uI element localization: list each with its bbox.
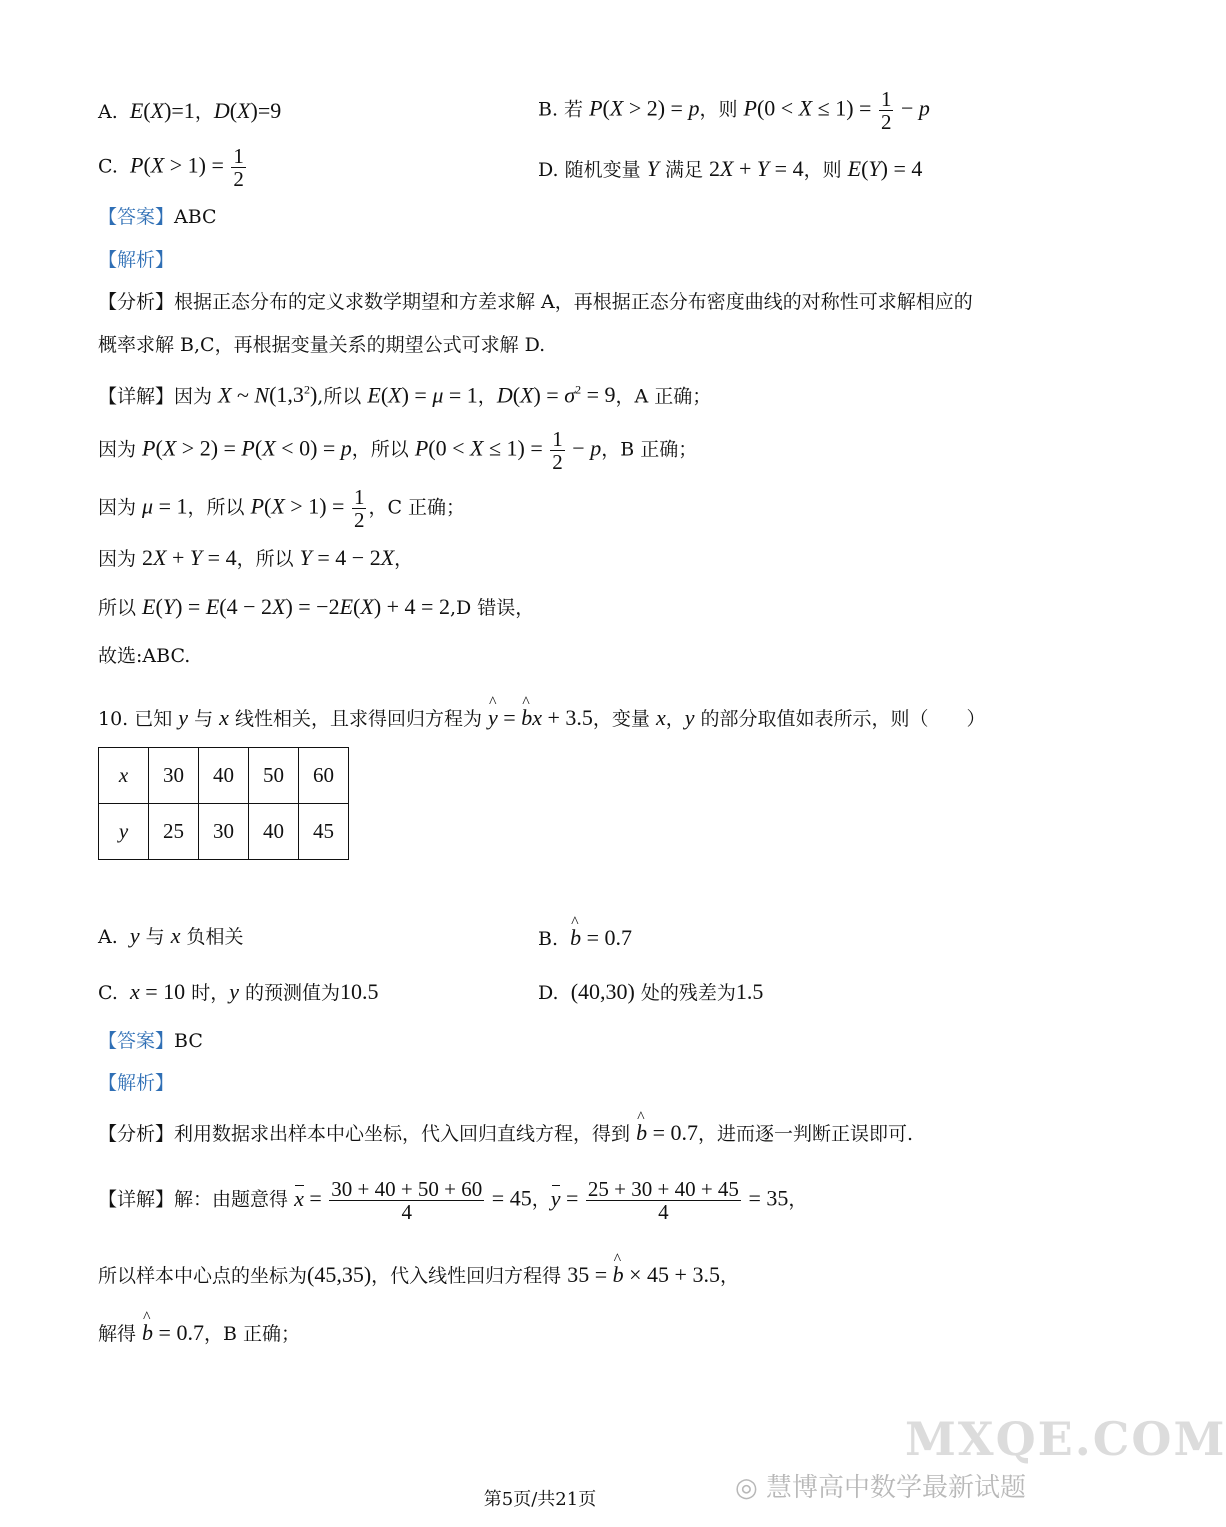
q9-detail-3: 因为 μ = 1，所以 P(X > 1) = $\frac{1}{2}$ ，C 正确；	[98, 485, 466, 533]
page-number: 第5页/共21页	[483, 1489, 597, 1510]
q10-option-c: C. x = 10 时，y 的预测值为10.5	[98, 979, 379, 1004]
q9-detail-2: 因为 P(X > 2) = P(X < 0) = p，所以 P(0 < X ≤ 1) = $\frac{1}{2}$ − p，B 正确；	[98, 427, 698, 475]
q10-analysis-tag: 【解析】	[98, 1072, 175, 1094]
q10-detail-2: 所以样本中心点的坐标为(45,35)，代入线性回归方程得 35 = ^ b × 45 + 3.5，	[98, 1264, 739, 1286]
data-table	[98, 747, 349, 860]
q9-answer: 【答案】ABC	[98, 206, 217, 228]
table-cell: 25	[149, 804, 199, 860]
q9-option-d: D. 随机变量 Y 满足 2X + Y = 4，则 E(Y) = 4	[538, 156, 923, 181]
q9-detail-5: 所以 E(Y) = E(4 − 2X) = −2E(X) + 4 = 2,D 错误，	[98, 594, 535, 619]
table-header-y: y	[99, 804, 149, 860]
table-cell: 40	[199, 748, 249, 804]
table-cell: 50	[249, 748, 299, 804]
table-cell: 60	[299, 748, 349, 804]
q9-fenxi-line-2: 概率求解 B,C，再根据变量关系的期望公式可求解 D.	[98, 334, 546, 356]
table-cell: 40	[249, 804, 299, 860]
q9-conclusion: 故选:ABC.	[98, 645, 191, 667]
q9-fenxi-line-1: 【分析】根据正态分布的定义求数学期望和方差求解 A，再根据正态分布密度曲线的对称性可求解相应的	[98, 291, 973, 313]
q10-option-b: B. ^ b = 0.7	[538, 927, 632, 949]
table-cell: 30	[199, 804, 249, 860]
table-row	[99, 804, 349, 860]
q9-option-c: C. P(X > 1) = $\frac{1}{2}$	[98, 144, 244, 192]
table-cell: 45	[299, 804, 349, 860]
q10-option-d: D. (40,30) 处的残差为1.5	[538, 979, 764, 1004]
q10-detail-1: 【详解】解：由题意得 x = $\frac{30 + 40 + 50 + 60}{4}$ = 45，y = $\frac{25 + 30 + 40 + 45}{4}$ = 35，	[98, 1177, 808, 1225]
q10-detail-3: 解得 ^ b = 0.7，B 正确；	[98, 1322, 300, 1344]
wechat-icon: ◎	[735, 1473, 758, 1503]
q10-answer: 【答案】BC	[98, 1030, 203, 1052]
q10-stem: 10. 已知 y 与 x 线性相关，且求得回归方程为 ^ y = ^ bx + 3.5，变量 x，y 的部分取值如表所示，则（ ）	[98, 707, 986, 729]
table-header-x: x	[99, 748, 149, 804]
q9-analysis-tag: 【解析】	[98, 249, 175, 271]
table-row	[99, 748, 349, 804]
q9-detail-1: 【详解】因为 X ~ $N(1,3^2)$,所以 E(X) = μ = 1，$D(X) = \sigma^2 = 9$，A 正确；	[98, 382, 712, 408]
table-cell: 30	[149, 748, 199, 804]
watermark-text: ◎ 慧博高中数学最新试题	[735, 1473, 1026, 1503]
q9-option-a: A. E(X)=1，D(X)=9	[98, 98, 282, 123]
q10-fenxi: 【分析】利用数据求出样本中心坐标，代入回归直线方程，得到 ^ b = 0.7，进而逐一判断正误即可.	[98, 1122, 913, 1144]
watermark-site: MXQE.COM	[905, 1412, 1226, 1466]
q9-detail-4: 因为 2X + Y = 4，所以 Y = 4 − 2X，	[98, 545, 414, 570]
q9-option-b: B. 若 P(X > 2) = p，则 P(0 < X ≤ 1) = $\frac{1}{2}$ − p	[538, 87, 930, 135]
q10-option-a: A. y 与 x 负相关	[98, 923, 244, 948]
